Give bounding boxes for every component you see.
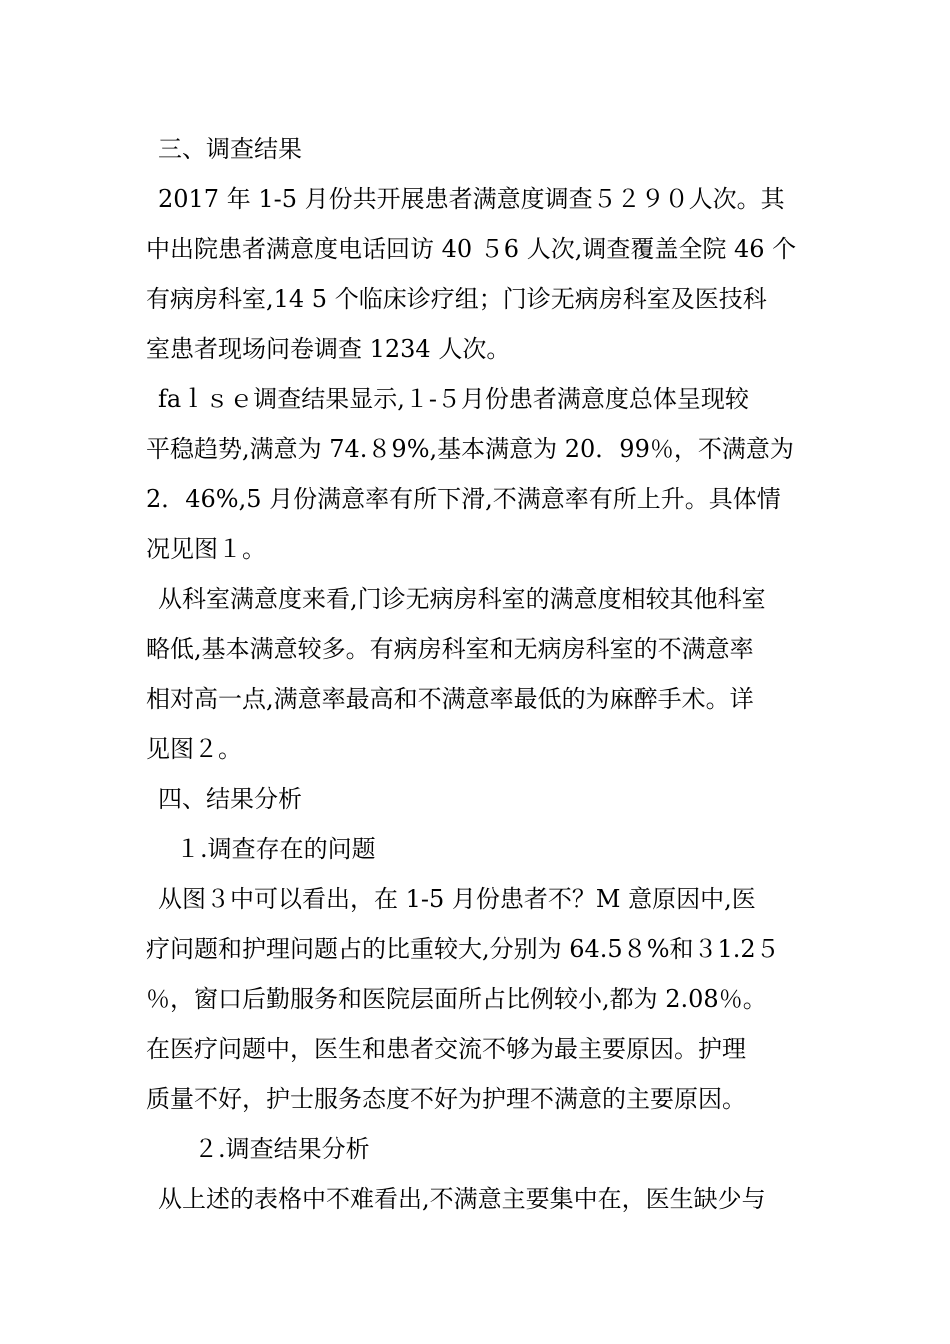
subsection-heading-problems: １.调查存在的问题 bbox=[176, 835, 376, 863]
paragraph-line: 相对高一点,满意率最高和不满意率最低的为麻醉手术。详 bbox=[146, 685, 754, 713]
paragraph-line: 室患者现场问卷调查 1234 人次。 bbox=[146, 335, 511, 363]
subsection-heading-result-analysis: ２.调查结果分析 bbox=[194, 1135, 370, 1163]
paragraph-line: 有病房科室,14 5 个临床诊疗组；门诊无病房科室及医技科 bbox=[146, 285, 767, 313]
section-heading-results: 三、调查结果 bbox=[158, 135, 302, 163]
paragraph-line: 从图３中可以看出，在 1-5 月份患者不？M 意原因中,医 bbox=[158, 885, 756, 913]
paragraph-line: 见图２。 bbox=[146, 735, 242, 763]
paragraph-line: 2017 年 1-5 月份共开展患者满意度调查５２９０人次。其 bbox=[158, 185, 785, 213]
paragraph-line: 在医疗问题中，医生和患者交流不够为最主要原因。护理 bbox=[146, 1035, 746, 1063]
paragraph-line: 平稳趋势,满意为 74.８9%,基本满意为 20．99％，不满意为 bbox=[146, 435, 794, 463]
paragraph-line: 中出院患者满意度电话回访 40 ５6 人次,调查覆盖全院 46 个 bbox=[146, 235, 797, 263]
paragraph-line: 略低,基本满意较多。有病房科室和无病房科室的不满意率 bbox=[146, 635, 754, 663]
paragraph-line: 从上述的表格中不难看出,不满意主要集中在，医生缺少与 bbox=[158, 1185, 766, 1213]
paragraph-line: ％，窗口后勤服务和医院层面所占比例较小,都为 2.08％。 bbox=[146, 985, 767, 1013]
paragraph-line: faｌｓｅ调查结果显示,１-５月份患者满意度总体呈现较 bbox=[158, 385, 749, 413]
paragraph-line: 况见图１。 bbox=[146, 535, 266, 563]
document-body bbox=[146, 124, 810, 1224]
paragraph-line: 疗问题和护理问题占的比重较大,分别为 64.5８%和３1.2５ bbox=[146, 935, 780, 963]
paragraph-line: 2．46%,5 月份满意率有所下滑,不满意率有所上升。具体情 bbox=[146, 485, 781, 513]
paragraph-line: 质量不好，护士服务态度不好为护理不满意的主要原因。 bbox=[146, 1085, 746, 1113]
section-heading-analysis: 四、结果分析 bbox=[158, 785, 302, 813]
paragraph-line: 从科室满意度来看,门诊无病房科室的满意度相较其他科室 bbox=[158, 585, 766, 613]
